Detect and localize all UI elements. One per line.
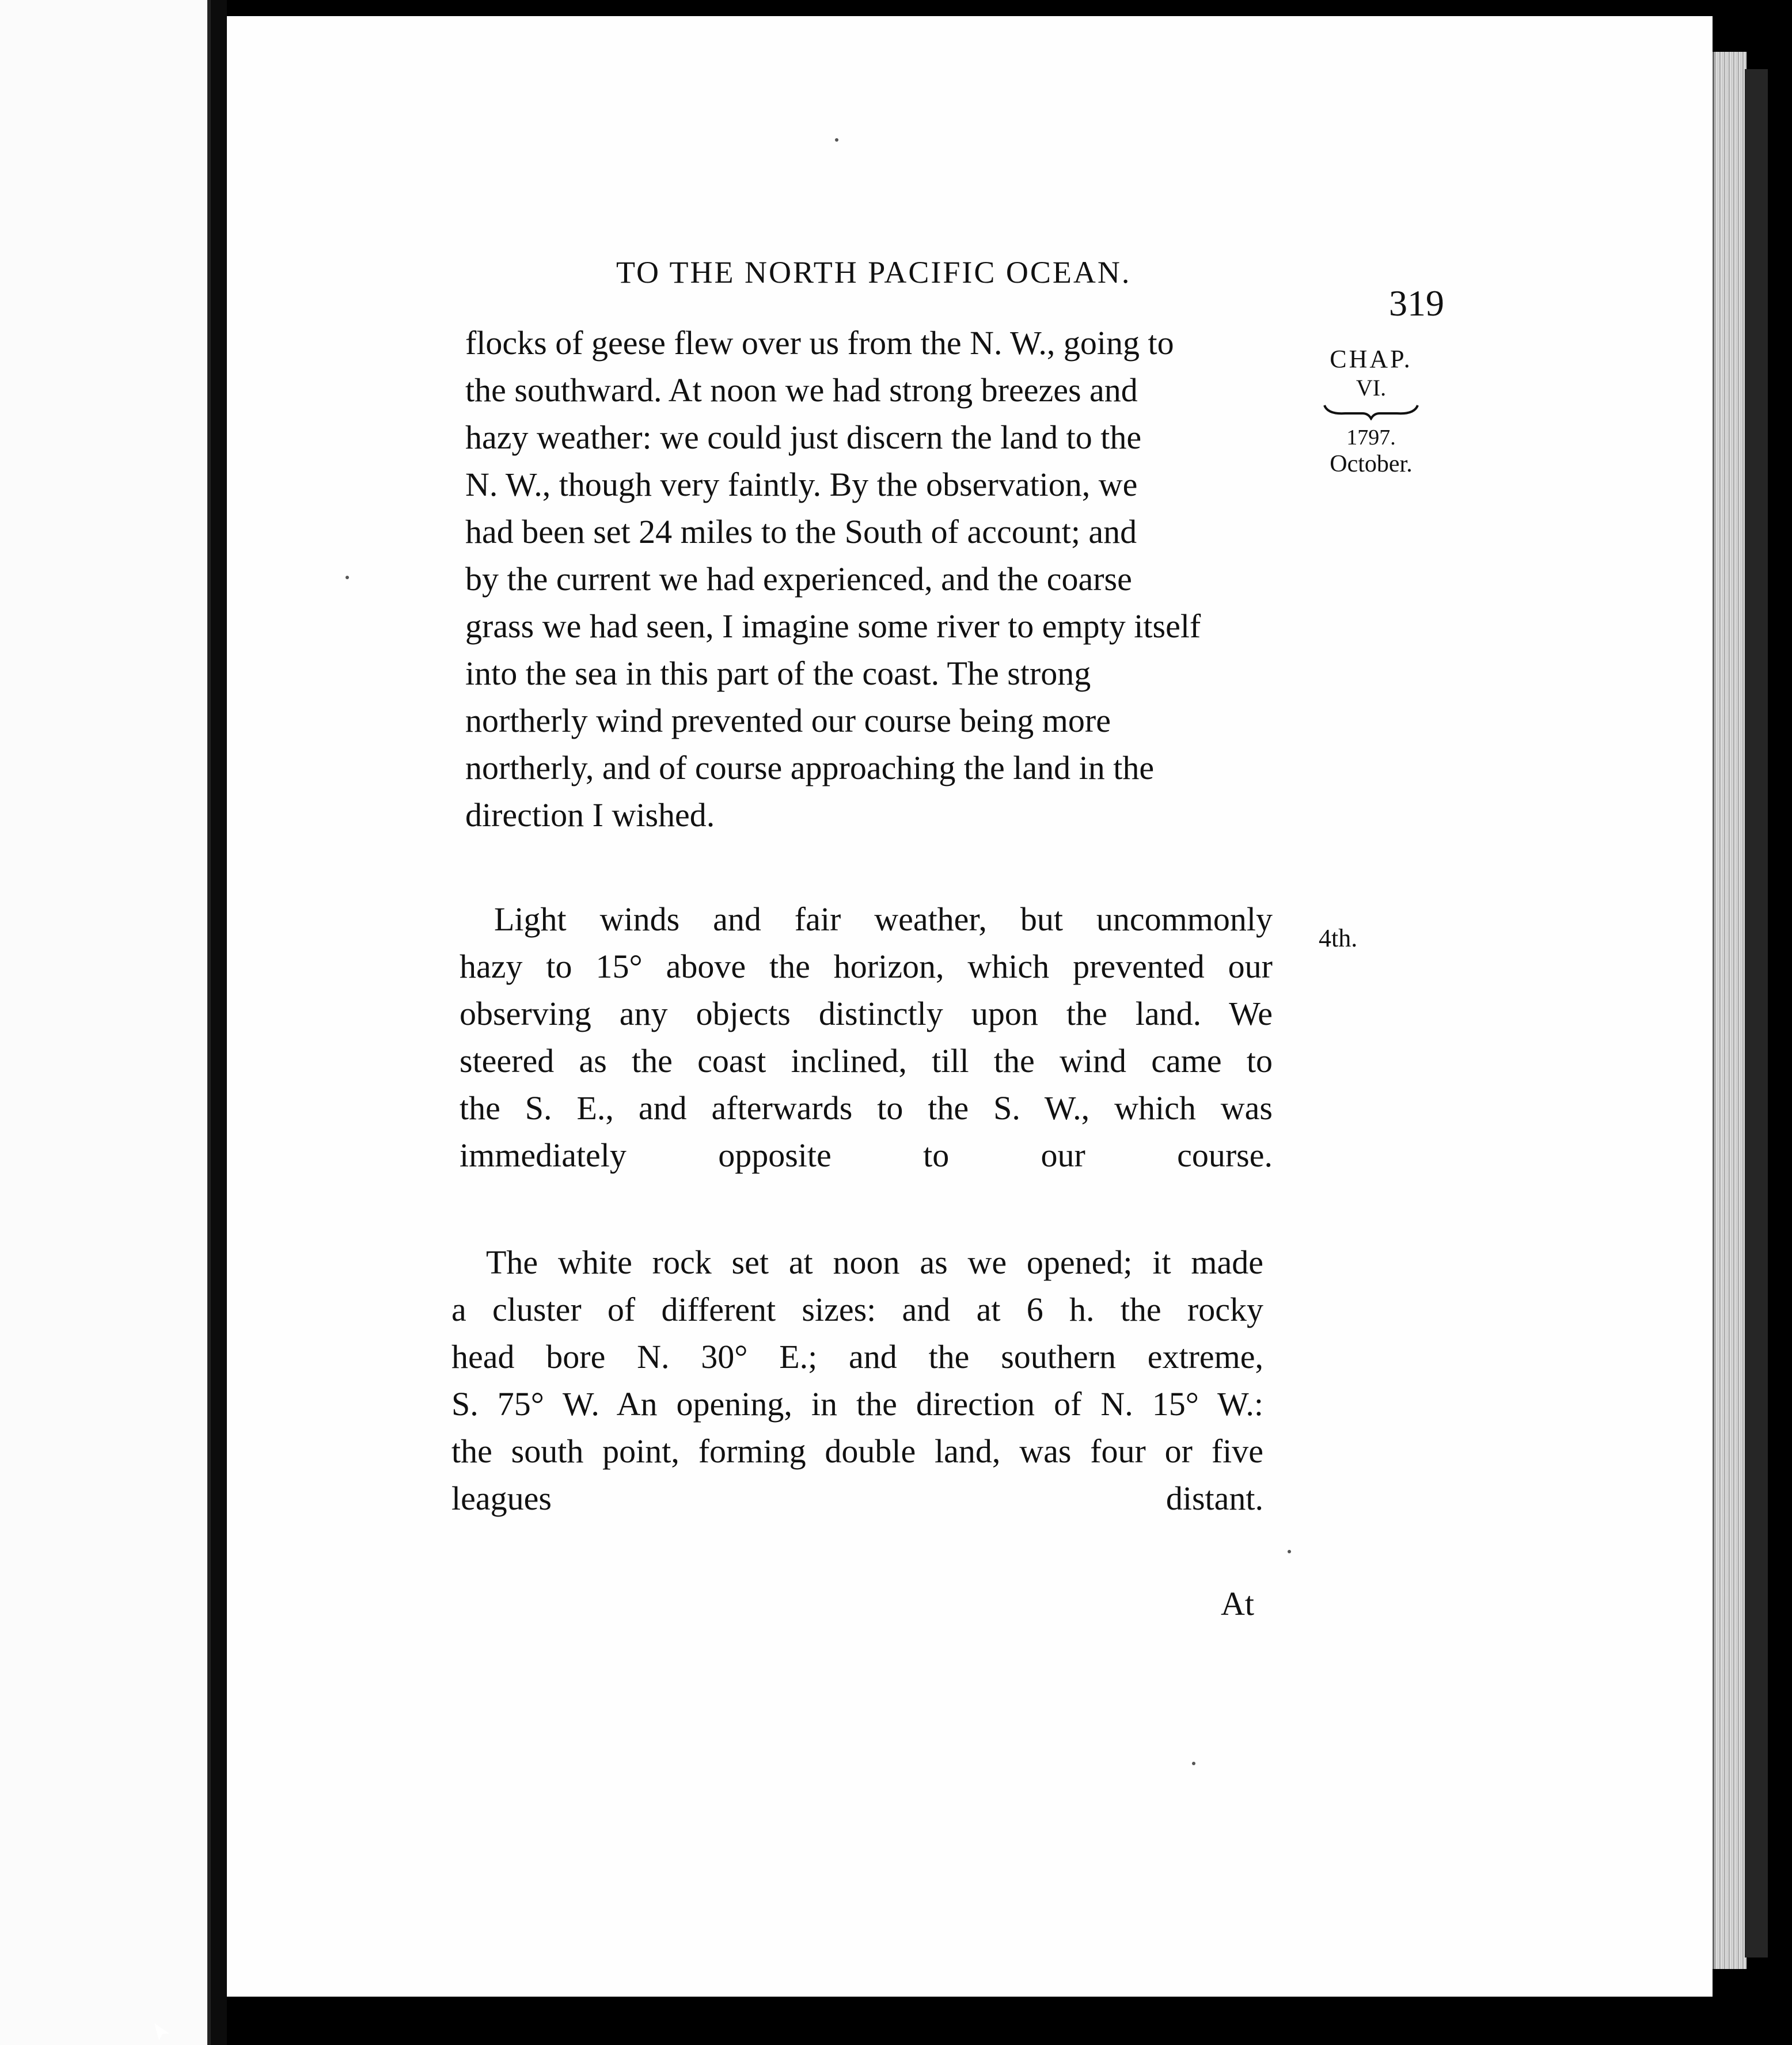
margin-month: October.	[1330, 451, 1413, 477]
text-line: immediately opposite to our course.	[460, 1136, 1273, 1174]
paragraph-3	[451, 1239, 1263, 1522]
running-head: TO THE NORTH PACIFIC OCEAN.	[616, 255, 1132, 290]
page-number: 319	[1389, 283, 1444, 324]
catchword: At	[1221, 1585, 1254, 1622]
text-line: the south point, forming double land, was four or five	[451, 1432, 1263, 1470]
text-line: grass we had seen, I imagine some river to empty itself	[465, 607, 1201, 645]
text-line: hazy to 15° above the horizon, which prevented our	[460, 948, 1273, 985]
chapter-label: CHAP.	[1330, 345, 1413, 373]
text-line: northerly wind prevented our course being more	[465, 702, 1111, 739]
text-line: S. 75° W. An opening, in the direction of N. 15° W.:	[451, 1385, 1263, 1423]
paper-speck	[835, 138, 838, 142]
text-line: hazy weather: we could just discern the land to the	[465, 419, 1142, 456]
text-line: observing any objects distinctly upon the land. We	[460, 995, 1273, 1032]
chapter-number: VI.	[1356, 375, 1387, 401]
brace-icon	[1322, 403, 1420, 420]
text-line: had been set 24 miles to the South of account; and	[465, 513, 1137, 550]
margin-day-marker: 4th.	[1319, 924, 1358, 952]
text-line: head bore N. 30° E.; and the southern extreme,	[451, 1338, 1263, 1375]
text-line: flocks of geese flew over us from the N. W., going to	[465, 324, 1174, 362]
text-line: leagues distant.	[451, 1480, 1263, 1517]
paragraph-2	[460, 896, 1273, 1179]
left-page-edge	[0, 0, 211, 2045]
text-line: N. W., though very faintly. By the observation, we	[465, 466, 1138, 503]
text-line: northerly, and of course approaching the land in the	[465, 749, 1155, 786]
text-line: into the sea in this part of the coast. The strong	[465, 655, 1091, 692]
book-edge-shadow	[1745, 69, 1768, 1957]
text-line: steered as the coast inclined, till the wind came to	[460, 1042, 1273, 1079]
paragraph-1	[465, 320, 1281, 839]
text-line: direction I wished.	[465, 796, 715, 834]
page-fore-edge	[1713, 52, 1747, 1969]
text-line: by the current we had experienced, and the coarse	[465, 560, 1132, 598]
paper-speck	[346, 576, 349, 579]
text-line: a cluster of different sizes: and at 6 h. the rocky	[451, 1291, 1263, 1328]
cursor-arrow-icon	[153, 2022, 172, 2042]
text-line: The white rock set at noon as we opened; it made	[486, 1244, 1263, 1281]
margin-year: 1797.	[1346, 425, 1396, 450]
text-line: the S. E., and afterwards to the S. W., which was	[460, 1089, 1273, 1127]
paper-speck	[1288, 1550, 1291, 1553]
book-gutter	[211, 0, 227, 2045]
text-line: Light winds and fair weather, but uncommonly	[494, 900, 1273, 938]
text-line: the southward. At noon we had strong breezes and	[465, 371, 1138, 409]
paper-speck	[1192, 1762, 1195, 1765]
